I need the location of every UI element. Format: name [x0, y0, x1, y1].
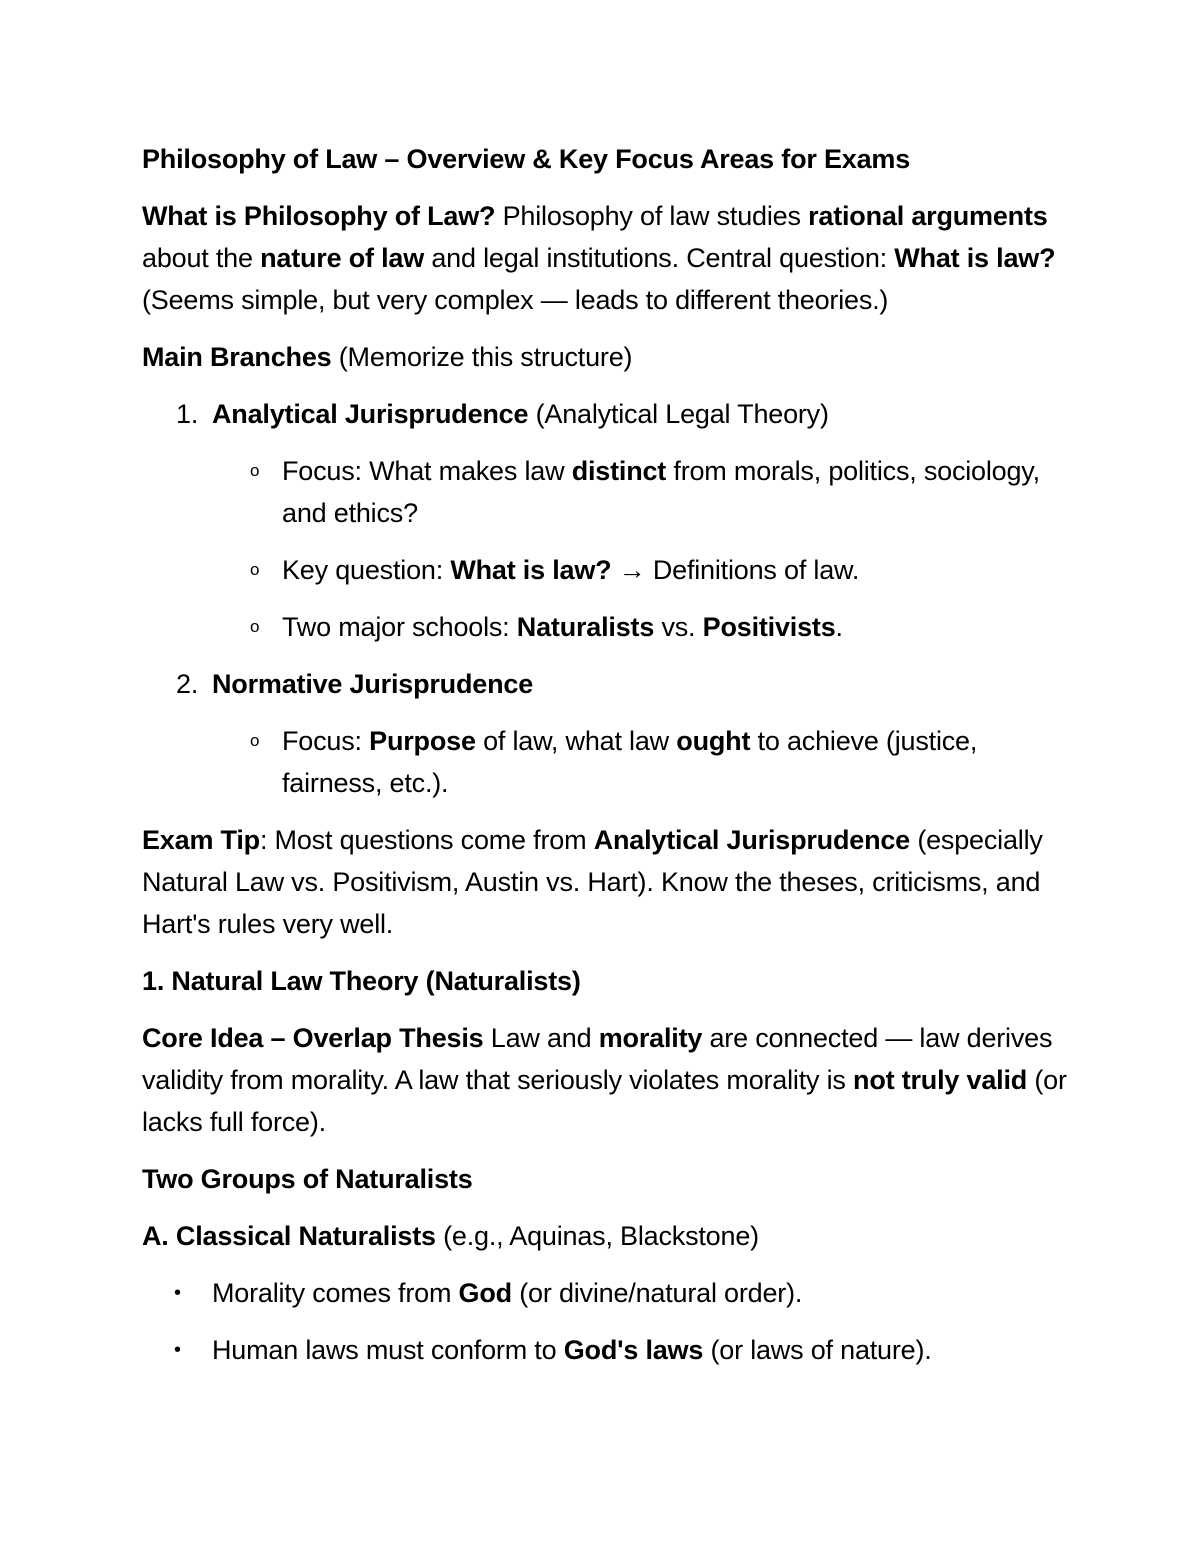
bullet-item — [142, 1329, 1072, 1371]
text-span: (especially Natural Law vs. Positivism, Austin vs. Hart). Know the theses, criticisms, and Hart's rules very well. — [142, 825, 1043, 939]
bold-span: Core Idea – Overlap Thesis — [142, 1023, 484, 1053]
hollow-bullet-icon: o — [250, 461, 260, 480]
hollow-bullet-icon: o — [250, 560, 260, 579]
sub-list — [212, 720, 1072, 804]
text-span: (Seems simple, but very complex — leads to different theories.) — [142, 285, 889, 315]
sub-list — [212, 450, 1072, 648]
classical-naturalists-heading — [142, 1215, 1072, 1257]
branches-list — [142, 393, 1072, 804]
bold-span: Main Branches — [142, 342, 332, 372]
text-span: (Analytical Legal Theory) — [528, 399, 829, 429]
branch-item-analytical — [142, 393, 1072, 648]
bold-span: God's laws — [563, 1335, 704, 1365]
text-span: Morality comes from — [212, 1278, 459, 1308]
what-is-paragraph — [142, 195, 1072, 321]
text-span: (or laws of nature). — [703, 1335, 932, 1365]
core-idea-paragraph — [142, 1017, 1072, 1143]
bold-span: Naturalists — [516, 612, 655, 642]
bold-span: Positivists — [702, 612, 836, 642]
text-span: . — [835, 612, 843, 642]
bold-span: What is law? — [450, 555, 612, 585]
text-span: Human laws must conform to — [212, 1335, 564, 1365]
bold-span: Analytical Jurisprudence — [593, 825, 911, 855]
hollow-bullet-icon: o — [250, 731, 260, 750]
bold-span: ought — [676, 726, 751, 756]
bold-span: nature of law — [260, 243, 425, 273]
list-number: 2. — [176, 669, 199, 699]
text-span: of law, what law — [475, 726, 677, 756]
main-branches-heading — [142, 336, 1072, 378]
bold-span: rational arguments — [808, 201, 1048, 231]
text-span: (or lacks full force). — [142, 1065, 1067, 1137]
document-page — [142, 138, 1072, 1386]
bullet-icon: • — [174, 1282, 181, 1304]
section-heading-natural-law: 1. Natural Law Theory (Naturalists) — [142, 966, 581, 996]
text-span: Two major schools: — [282, 612, 517, 642]
bullet-item — [142, 1272, 1072, 1314]
text-span: Law and — [483, 1023, 599, 1053]
hollow-bullet-icon: o — [250, 617, 260, 636]
exam-tip-paragraph — [142, 819, 1072, 945]
branch-item-normative — [142, 663, 1072, 804]
text-span: about the — [142, 243, 261, 273]
sub-list-item — [212, 549, 1072, 591]
text-span: vs. — [654, 612, 703, 642]
bold-span: distinct — [571, 456, 667, 486]
bold-span: Purpose — [369, 726, 476, 756]
what-is-question: What is Philosophy of Law? — [142, 201, 496, 231]
bullet-icon: • — [174, 1339, 181, 1361]
branch-name: Analytical Jurisprudence — [212, 399, 529, 429]
bold-span: morality — [598, 1023, 703, 1053]
text-span: and legal institutions. Central question: — [424, 243, 895, 273]
two-groups-heading: Two Groups of Naturalists — [142, 1164, 473, 1194]
classical-bullets-list — [142, 1272, 1072, 1371]
text-span: Key question: — [282, 555, 451, 585]
bold-span: Exam Tip — [142, 825, 260, 855]
sub-list-item — [212, 606, 1072, 648]
list-number: 1. — [176, 399, 199, 429]
text-span: (or divine/natural order). — [511, 1278, 803, 1308]
branch-name: Normative Jurisprudence — [212, 669, 534, 699]
sub-list-item — [212, 450, 1072, 534]
bold-span: God — [458, 1278, 512, 1308]
text-span: (e.g., Aquinas, Blackstone) — [435, 1221, 759, 1251]
bold-span: not truly valid — [853, 1065, 1028, 1095]
text-span: to achieve (justice, fairness, etc.). — [282, 726, 978, 798]
bold-span: A. Classical Naturalists — [142, 1221, 436, 1251]
text-span: → Definitions of law. — [611, 555, 860, 585]
text-span: : Most questions come from — [259, 825, 594, 855]
text-span: from morals, politics, sociology, and ethics? — [282, 456, 1040, 528]
bold-span: What is law? — [894, 243, 1056, 273]
text-span: Philosophy of law studies — [495, 201, 809, 231]
text-span: Focus: What makes law — [282, 456, 572, 486]
text-span: are connected — law derives validity from morality. A law that seriously violates morality is — [142, 1023, 1053, 1095]
text-span: (Memorize this structure) — [331, 342, 633, 372]
text-span: Focus: — [282, 726, 370, 756]
document-title: Philosophy of Law – Overview & Key Focus Areas for Exams — [142, 144, 911, 174]
sub-list-item — [212, 720, 1072, 804]
